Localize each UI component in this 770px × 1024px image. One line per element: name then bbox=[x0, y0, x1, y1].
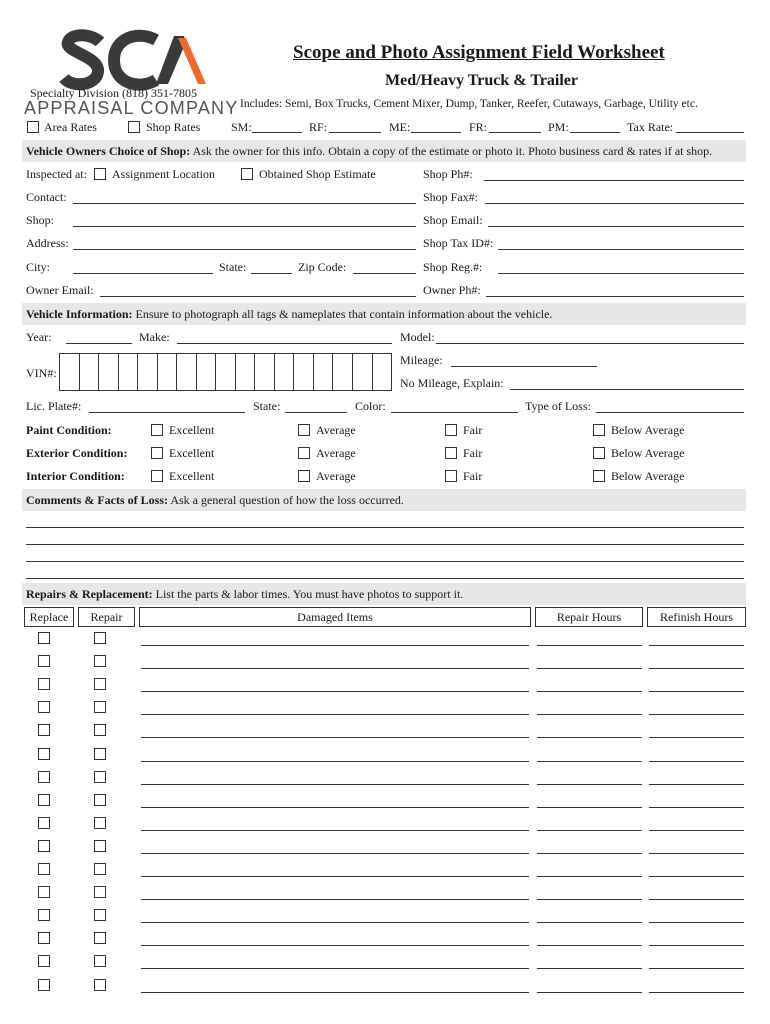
refinish-hours-field[interactable] bbox=[649, 830, 744, 831]
damaged-items-column-header: Damaged Items bbox=[139, 607, 531, 627]
includes-text: Includes: Semi, Box Trucks, Cement Mixer, Dump, Tanker, Reefer, Cutaways, Garbage, Utility etc. bbox=[240, 98, 698, 110]
make-label: Make: bbox=[139, 330, 170, 344]
tax-rate-label: Tax Rate: bbox=[627, 120, 674, 134]
damaged-item-field[interactable] bbox=[141, 876, 529, 877]
refinish-hours-field[interactable] bbox=[649, 899, 744, 900]
shop-reg-field[interactable] bbox=[498, 273, 744, 274]
repair-checkbox[interactable] bbox=[94, 817, 106, 829]
replace-checkbox[interactable] bbox=[38, 701, 50, 713]
replace-checkbox[interactable] bbox=[38, 817, 50, 829]
exterior-below-average-checkbox[interactable] bbox=[593, 447, 605, 459]
repair-hours-field[interactable] bbox=[537, 876, 642, 877]
shop-email-field[interactable] bbox=[488, 226, 744, 227]
repair-checkbox[interactable] bbox=[94, 678, 106, 690]
refinish-hours-field[interactable] bbox=[649, 922, 744, 923]
page-title: Scope and Photo Assignment Field Worksheet bbox=[293, 42, 665, 63]
obtained-estimate-label: Obtained Shop Estimate bbox=[259, 167, 376, 181]
damaged-item-field[interactable] bbox=[141, 761, 529, 762]
refinish-hours-field[interactable] bbox=[649, 784, 744, 785]
vin-cell[interactable] bbox=[314, 354, 334, 390]
paint-average-label: Average bbox=[316, 423, 356, 437]
company-name: APPRAISAL COMPANY bbox=[24, 98, 239, 118]
paint-below-average-label: Below Average bbox=[611, 423, 685, 437]
specialty-division-text: Specialty Division (818) 351-7805 bbox=[30, 86, 197, 100]
paint-excellent-label: Excellent bbox=[169, 423, 215, 437]
repair-hours-field[interactable] bbox=[537, 714, 642, 715]
make-field[interactable] bbox=[177, 343, 392, 344]
paint-excellent-checkbox[interactable] bbox=[151, 424, 163, 436]
repairs-section-instruction: List the parts & labor times. You must have photos to support it. bbox=[155, 587, 464, 601]
me-field[interactable] bbox=[411, 132, 461, 133]
mileage-field[interactable] bbox=[451, 366, 597, 367]
damaged-item-field[interactable] bbox=[141, 945, 529, 946]
interior-average-checkbox[interactable] bbox=[298, 470, 310, 482]
shop-fax-label: Shop Fax#: bbox=[423, 190, 479, 204]
model-label: Model: bbox=[400, 330, 435, 344]
vin-cell[interactable] bbox=[138, 354, 158, 390]
damaged-item-field[interactable] bbox=[141, 853, 529, 854]
address-label: Address: bbox=[26, 236, 69, 250]
refinish-hours-field[interactable] bbox=[649, 737, 744, 738]
refinish-hours-field[interactable] bbox=[649, 853, 744, 854]
refinish-hours-field[interactable] bbox=[649, 807, 744, 808]
replace-checkbox[interactable] bbox=[38, 886, 50, 898]
replace-checkbox[interactable] bbox=[38, 840, 50, 852]
repair-hours-field[interactable] bbox=[537, 668, 642, 669]
refinish-hours-field[interactable] bbox=[649, 714, 744, 715]
no-mileage-label: No Mileage, Explain: bbox=[400, 376, 504, 390]
comments-line[interactable] bbox=[26, 544, 744, 545]
repair-checkbox[interactable] bbox=[94, 979, 106, 991]
city-field[interactable] bbox=[73, 273, 213, 274]
repairs-section-title: Repairs & Replacement: bbox=[26, 587, 153, 601]
replace-checkbox[interactable] bbox=[38, 724, 50, 736]
vehicle-section-instruction: Ensure to photograph all tags & nameplates that contain information about the vehicle. bbox=[135, 307, 553, 321]
repair-checkbox[interactable] bbox=[94, 655, 106, 667]
refinish-hours-field[interactable] bbox=[649, 968, 744, 969]
repair-column-header: Repair bbox=[78, 607, 135, 627]
shop-field[interactable] bbox=[73, 226, 416, 227]
vin-cell[interactable] bbox=[373, 354, 392, 390]
replace-column-header: Replace bbox=[24, 607, 74, 627]
shop-section-header bbox=[26, 144, 712, 159]
vin-cell[interactable] bbox=[333, 354, 353, 390]
color-field[interactable] bbox=[391, 412, 518, 413]
refinish-hours-field[interactable] bbox=[649, 876, 744, 877]
obtained-estimate-checkbox[interactable] bbox=[241, 168, 253, 180]
damaged-item-field[interactable] bbox=[141, 714, 529, 715]
vin-cell[interactable] bbox=[158, 354, 178, 390]
vin-cell[interactable] bbox=[197, 354, 217, 390]
paint-below-average-checkbox[interactable] bbox=[593, 424, 605, 436]
damaged-item-field[interactable] bbox=[141, 830, 529, 831]
owner-ph-label: Owner Ph#: bbox=[423, 283, 481, 297]
fr-label: FR: bbox=[469, 120, 488, 134]
repairs-section-header bbox=[26, 587, 463, 602]
shop-rates-checkbox[interactable] bbox=[128, 121, 140, 133]
vin-boxes[interactable] bbox=[59, 353, 392, 391]
year-label: Year: bbox=[26, 330, 52, 344]
model-field[interactable] bbox=[436, 343, 744, 344]
shop-section-title: Vehicle Owners Choice of Shop: bbox=[26, 144, 191, 158]
contact-field[interactable] bbox=[73, 203, 416, 204]
interior-below-average-checkbox[interactable] bbox=[593, 470, 605, 482]
fr-field[interactable] bbox=[489, 132, 541, 133]
interior-fair-label: Fair bbox=[463, 469, 483, 483]
comments-line[interactable] bbox=[26, 561, 744, 562]
repair-hours-field[interactable] bbox=[537, 830, 642, 831]
city-label: City: bbox=[26, 260, 51, 274]
replace-checkbox[interactable] bbox=[38, 979, 50, 991]
repair-hours-field[interactable] bbox=[537, 968, 642, 969]
repair-checkbox[interactable] bbox=[94, 932, 106, 944]
state-field[interactable] bbox=[251, 273, 292, 274]
repair-hours-field[interactable] bbox=[537, 784, 642, 785]
type-of-loss-label: Type of Loss: bbox=[525, 399, 591, 413]
repair-checkbox[interactable] bbox=[94, 840, 106, 852]
repair-checkbox[interactable] bbox=[94, 863, 106, 875]
refinish-hours-field[interactable] bbox=[649, 668, 744, 669]
state-label: State: bbox=[219, 260, 247, 274]
shop-ph-field[interactable] bbox=[484, 180, 744, 181]
assignment-location-label: Assignment Location bbox=[112, 167, 215, 181]
replace-checkbox[interactable] bbox=[38, 955, 50, 967]
paint-condition-label: Paint Condition: bbox=[26, 423, 112, 437]
owner-ph-field[interactable] bbox=[486, 296, 744, 297]
damaged-item-field[interactable] bbox=[141, 807, 529, 808]
exterior-fair-label: Fair bbox=[463, 446, 483, 460]
replace-checkbox[interactable] bbox=[38, 863, 50, 875]
no-mileage-field[interactable] bbox=[510, 389, 744, 390]
area-rates-label: Area Rates bbox=[44, 120, 97, 134]
comments-section-title: Comments & Facts of Loss: bbox=[26, 493, 168, 507]
plate-state-field[interactable] bbox=[285, 412, 347, 413]
damaged-item-field[interactable] bbox=[141, 691, 529, 692]
refinish-hours-column-header: Refinish Hours bbox=[647, 607, 746, 627]
repair-checkbox[interactable] bbox=[94, 701, 106, 713]
repair-hours-field[interactable] bbox=[537, 945, 642, 946]
repair-checkbox[interactable] bbox=[94, 632, 106, 644]
address-field[interactable] bbox=[73, 249, 416, 250]
sm-label: SM: bbox=[231, 120, 252, 134]
replace-checkbox[interactable] bbox=[38, 932, 50, 944]
owner-email-field[interactable] bbox=[100, 296, 416, 297]
repair-hours-field[interactable] bbox=[537, 807, 642, 808]
repair-checkbox[interactable] bbox=[94, 748, 106, 760]
page-subtitle: Med/Heavy Truck & Trailer bbox=[385, 72, 579, 89]
replace-checkbox[interactable] bbox=[38, 678, 50, 690]
vin-cell[interactable] bbox=[177, 354, 197, 390]
repair-hours-column-header: Repair Hours bbox=[535, 607, 643, 627]
exterior-below-average-label: Below Average bbox=[611, 446, 685, 460]
area-rates-checkbox[interactable] bbox=[27, 121, 39, 133]
damaged-item-field[interactable] bbox=[141, 992, 529, 993]
shop-reg-label: Shop Reg.#: bbox=[423, 260, 483, 274]
replace-checkbox[interactable] bbox=[38, 748, 50, 760]
exterior-excellent-checkbox[interactable] bbox=[151, 447, 163, 459]
repair-hours-field[interactable] bbox=[537, 691, 642, 692]
repair-checkbox[interactable] bbox=[94, 724, 106, 736]
damaged-item-field[interactable] bbox=[141, 668, 529, 669]
repair-hours-field[interactable] bbox=[537, 737, 642, 738]
vin-cell[interactable] bbox=[80, 354, 100, 390]
replace-checkbox[interactable] bbox=[38, 655, 50, 667]
pm-label: PM: bbox=[548, 120, 569, 134]
vehicle-section-title: Vehicle Information: bbox=[26, 307, 133, 321]
sm-field[interactable] bbox=[252, 132, 302, 133]
shop-label: Shop: bbox=[26, 213, 55, 227]
paint-average-checkbox[interactable] bbox=[298, 424, 310, 436]
damaged-item-field[interactable] bbox=[141, 968, 529, 969]
vin-cell[interactable] bbox=[99, 354, 119, 390]
vin-cell[interactable] bbox=[216, 354, 236, 390]
repair-checkbox[interactable] bbox=[94, 909, 106, 921]
damaged-item-field[interactable] bbox=[141, 922, 529, 923]
zip-label: Zip Code: bbox=[298, 260, 347, 274]
vin-cell[interactable] bbox=[255, 354, 275, 390]
tax-rate-field[interactable] bbox=[676, 132, 744, 133]
repair-hours-field[interactable] bbox=[537, 899, 642, 900]
sca-logo bbox=[28, 28, 228, 94]
lic-plate-label: Lic. Plate#: bbox=[26, 399, 82, 413]
comments-line[interactable] bbox=[26, 578, 744, 579]
damaged-item-field[interactable] bbox=[141, 784, 529, 785]
interior-below-average-label: Below Average bbox=[611, 469, 685, 483]
pm-field[interactable] bbox=[570, 132, 620, 133]
damaged-item-field[interactable] bbox=[141, 899, 529, 900]
shop-fax-field[interactable] bbox=[485, 203, 744, 204]
interior-fair-checkbox[interactable] bbox=[445, 470, 457, 482]
vin-cell[interactable] bbox=[275, 354, 295, 390]
contact-label: Contact: bbox=[26, 190, 67, 204]
year-field[interactable] bbox=[66, 343, 132, 344]
repair-checkbox[interactable] bbox=[94, 955, 106, 967]
vin-cell[interactable] bbox=[119, 354, 139, 390]
refinish-hours-field[interactable] bbox=[649, 761, 744, 762]
interior-excellent-checkbox[interactable] bbox=[151, 470, 163, 482]
refinish-hours-field[interactable] bbox=[649, 992, 744, 993]
vin-cell[interactable] bbox=[60, 354, 80, 390]
interior-average-label: Average bbox=[316, 469, 356, 483]
owner-email-label: Owner Email: bbox=[26, 283, 94, 297]
color-label: Color: bbox=[355, 399, 386, 413]
refinish-hours-field[interactable] bbox=[649, 691, 744, 692]
shop-email-label: Shop Email: bbox=[423, 213, 483, 227]
vin-cell[interactable] bbox=[236, 354, 256, 390]
repair-hours-field[interactable] bbox=[537, 645, 642, 646]
exterior-average-checkbox[interactable] bbox=[298, 447, 310, 459]
mileage-label: Mileage: bbox=[400, 353, 443, 367]
repair-hours-field[interactable] bbox=[537, 761, 642, 762]
vin-label: VIN#: bbox=[26, 366, 57, 380]
exterior-excellent-label: Excellent bbox=[169, 446, 215, 460]
zip-field[interactable] bbox=[353, 273, 416, 274]
interior-excellent-label: Excellent bbox=[169, 469, 215, 483]
paint-fair-label: Fair bbox=[463, 423, 483, 437]
replace-checkbox[interactable] bbox=[38, 632, 50, 644]
replace-checkbox[interactable] bbox=[38, 794, 50, 806]
rf-label: RF: bbox=[309, 120, 328, 134]
comments-section-header bbox=[26, 493, 404, 508]
vehicle-section-header bbox=[26, 307, 552, 322]
replace-checkbox[interactable] bbox=[38, 771, 50, 783]
repair-hours-field[interactable] bbox=[537, 922, 642, 923]
repair-checkbox[interactable] bbox=[94, 886, 106, 898]
refinish-hours-field[interactable] bbox=[649, 645, 744, 646]
vin-cell[interactable] bbox=[353, 354, 373, 390]
paint-fair-checkbox[interactable] bbox=[445, 424, 457, 436]
shop-tax-label: Shop Tax ID#: bbox=[423, 236, 494, 250]
comments-section-instruction: Ask a general question of how the loss occurred. bbox=[170, 493, 404, 507]
rf-field[interactable] bbox=[329, 132, 381, 133]
shop-rates-label: Shop Rates bbox=[146, 120, 201, 134]
me-label: ME: bbox=[389, 120, 411, 134]
type-of-loss-field[interactable] bbox=[596, 412, 744, 413]
exterior-average-label: Average bbox=[316, 446, 356, 460]
damaged-item-field[interactable] bbox=[141, 737, 529, 738]
interior-condition-label: Interior Condition: bbox=[26, 469, 125, 483]
repair-checkbox[interactable] bbox=[94, 771, 106, 783]
vin-cell[interactable] bbox=[294, 354, 314, 390]
exterior-fair-checkbox[interactable] bbox=[445, 447, 457, 459]
repair-hours-field[interactable] bbox=[537, 853, 642, 854]
assignment-location-checkbox[interactable] bbox=[94, 168, 106, 180]
refinish-hours-field[interactable] bbox=[649, 945, 744, 946]
replace-checkbox[interactable] bbox=[38, 909, 50, 921]
lic-plate-field[interactable] bbox=[89, 412, 245, 413]
comments-line[interactable] bbox=[26, 527, 744, 528]
damaged-item-field[interactable] bbox=[141, 645, 529, 646]
shop-tax-field[interactable] bbox=[498, 249, 744, 250]
plate-state-label: State: bbox=[253, 399, 281, 413]
shop-section-instruction: Ask the owner for this info. Obtain a copy of the estimate or photo it. Photo business card & rates if at shop. bbox=[192, 144, 713, 158]
repair-checkbox[interactable] bbox=[94, 794, 106, 806]
inspected-at-label: Inspected at: bbox=[26, 167, 87, 181]
repair-hours-field[interactable] bbox=[537, 992, 642, 993]
exterior-condition-label: Exterior Condition: bbox=[26, 446, 128, 460]
shop-ph-label: Shop Ph#: bbox=[423, 167, 473, 181]
